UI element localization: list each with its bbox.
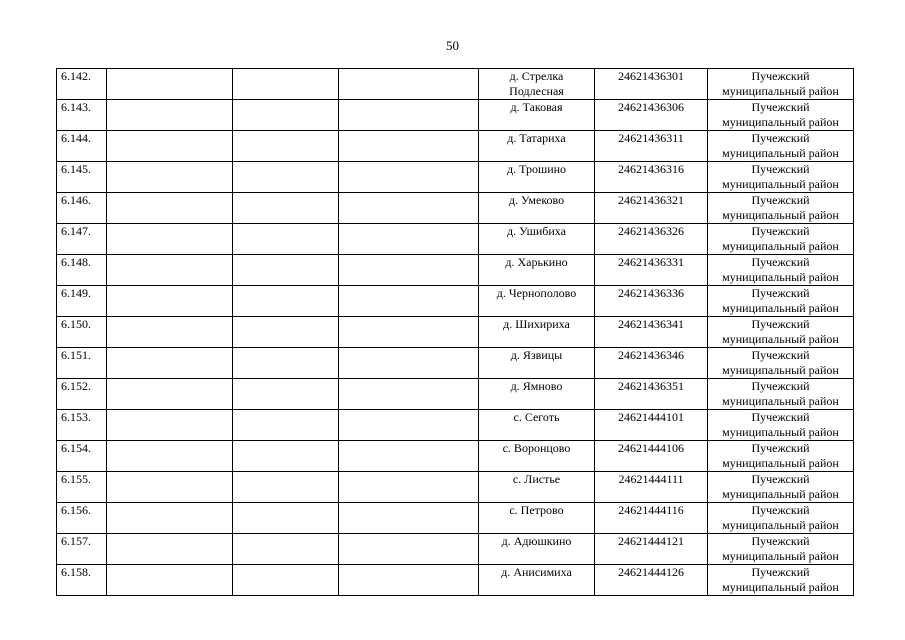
district-cell: Пучежский муниципальный район bbox=[708, 379, 854, 410]
empty-cell bbox=[339, 441, 479, 472]
empty-cell bbox=[233, 441, 339, 472]
settlement-name-cell: д. Татариха bbox=[479, 131, 595, 162]
table-row bbox=[57, 534, 854, 565]
empty-cell bbox=[339, 317, 479, 348]
table-row bbox=[57, 565, 854, 596]
district-cell: Пучежский муниципальный район bbox=[708, 69, 854, 100]
district-cell: Пучежский муниципальный район bbox=[708, 224, 854, 255]
row-number-cell: 6.145. bbox=[57, 162, 107, 193]
empty-cell bbox=[233, 131, 339, 162]
empty-cell bbox=[339, 348, 479, 379]
row-number-cell: 6.158. bbox=[57, 565, 107, 596]
settlement-name-cell: с. Петрово bbox=[479, 503, 595, 534]
district-cell: Пучежский муниципальный район bbox=[708, 255, 854, 286]
row-number-cell: 6.144. bbox=[57, 131, 107, 162]
settlement-name-cell: д. Трошино bbox=[479, 162, 595, 193]
table-row bbox=[57, 255, 854, 286]
district-cell: Пучежский муниципальный район bbox=[708, 348, 854, 379]
empty-cell bbox=[233, 565, 339, 596]
oktmo-code-cell: 24621444126 bbox=[595, 565, 708, 596]
empty-cell bbox=[107, 348, 233, 379]
district-cell: Пучежский муниципальный район bbox=[708, 193, 854, 224]
row-number-cell: 6.142. bbox=[57, 69, 107, 100]
empty-cell bbox=[107, 503, 233, 534]
table-row bbox=[57, 193, 854, 224]
settlement-name-cell: д. Таковая bbox=[479, 100, 595, 131]
row-number-cell: 6.148. bbox=[57, 255, 107, 286]
row-number-cell: 6.157. bbox=[57, 534, 107, 565]
table-row bbox=[57, 441, 854, 472]
table-row bbox=[57, 224, 854, 255]
empty-cell bbox=[233, 193, 339, 224]
row-number-cell: 6.150. bbox=[57, 317, 107, 348]
empty-cell bbox=[107, 379, 233, 410]
oktmo-code-cell: 24621436331 bbox=[595, 255, 708, 286]
page-number: 50 bbox=[446, 38, 459, 53]
settlement-name-cell: с. Воронцово bbox=[479, 441, 595, 472]
oktmo-code-cell: 24621436306 bbox=[595, 100, 708, 131]
row-number-cell: 6.151. bbox=[57, 348, 107, 379]
empty-cell bbox=[339, 69, 479, 100]
empty-cell bbox=[233, 255, 339, 286]
empty-cell bbox=[107, 317, 233, 348]
table-row bbox=[57, 379, 854, 410]
district-cell: Пучежский муниципальный район bbox=[708, 441, 854, 472]
district-cell: Пучежский муниципальный район bbox=[708, 534, 854, 565]
row-number-cell: 6.155. bbox=[57, 472, 107, 503]
empty-cell bbox=[339, 255, 479, 286]
settlement-name-cell: с. Сеготь bbox=[479, 410, 595, 441]
row-number-cell: 6.156. bbox=[57, 503, 107, 534]
district-cell: Пучежский муниципальный район bbox=[708, 317, 854, 348]
settlement-name-cell: д. Анисимиха bbox=[479, 565, 595, 596]
oktmo-code-cell: 24621436351 bbox=[595, 379, 708, 410]
empty-cell bbox=[233, 69, 339, 100]
settlement-name-cell: д. Адюшкино bbox=[479, 534, 595, 565]
district-cell: Пучежский муниципальный район bbox=[708, 503, 854, 534]
empty-cell bbox=[107, 69, 233, 100]
empty-cell bbox=[339, 379, 479, 410]
table-row bbox=[57, 286, 854, 317]
row-number-cell: 6.147. bbox=[57, 224, 107, 255]
empty-cell bbox=[107, 286, 233, 317]
empty-cell bbox=[233, 379, 339, 410]
empty-cell bbox=[339, 472, 479, 503]
empty-cell bbox=[107, 441, 233, 472]
oktmo-code-cell: 24621436341 bbox=[595, 317, 708, 348]
empty-cell bbox=[233, 348, 339, 379]
table-row bbox=[57, 317, 854, 348]
empty-cell bbox=[233, 472, 339, 503]
empty-cell bbox=[339, 286, 479, 317]
empty-cell bbox=[107, 162, 233, 193]
settlement-name-cell: д. Стрелка Подлесная bbox=[479, 69, 595, 100]
table-body bbox=[57, 69, 854, 596]
district-cell: Пучежский муниципальный район bbox=[708, 472, 854, 503]
settlement-name-cell: д. Чернополово bbox=[479, 286, 595, 317]
empty-cell bbox=[339, 224, 479, 255]
empty-cell bbox=[107, 255, 233, 286]
table-row bbox=[57, 162, 854, 193]
oktmo-code-cell: 24621436346 bbox=[595, 348, 708, 379]
district-cell: Пучежский муниципальный район bbox=[708, 131, 854, 162]
table-row bbox=[57, 348, 854, 379]
row-number-cell: 6.143. bbox=[57, 100, 107, 131]
row-number-cell: 6.146. bbox=[57, 193, 107, 224]
table-row bbox=[57, 410, 854, 441]
settlement-name-cell: д. Шихириха bbox=[479, 317, 595, 348]
empty-cell bbox=[107, 534, 233, 565]
empty-cell bbox=[107, 565, 233, 596]
oktmo-code-cell: 24621436316 bbox=[595, 162, 708, 193]
empty-cell bbox=[339, 410, 479, 441]
oktmo-code-cell: 24621436326 bbox=[595, 224, 708, 255]
oktmo-code-cell: 24621444116 bbox=[595, 503, 708, 534]
district-cell: Пучежский муниципальный район bbox=[708, 162, 854, 193]
empty-cell bbox=[107, 472, 233, 503]
settlements-table bbox=[56, 68, 854, 596]
row-number-cell: 6.153. bbox=[57, 410, 107, 441]
empty-cell bbox=[233, 410, 339, 441]
table-row bbox=[57, 503, 854, 534]
oktmo-code-cell: 24621436321 bbox=[595, 193, 708, 224]
empty-cell bbox=[339, 193, 479, 224]
settlement-name-cell: д. Ямново bbox=[479, 379, 595, 410]
oktmo-code-cell: 24621436311 bbox=[595, 131, 708, 162]
empty-cell bbox=[233, 534, 339, 565]
settlement-name-cell: д. Харькино bbox=[479, 255, 595, 286]
empty-cell bbox=[339, 131, 479, 162]
table-row bbox=[57, 472, 854, 503]
row-number-cell: 6.152. bbox=[57, 379, 107, 410]
empty-cell bbox=[107, 410, 233, 441]
district-cell: Пучежский муниципальный район bbox=[708, 410, 854, 441]
empty-cell bbox=[339, 162, 479, 193]
empty-cell bbox=[233, 503, 339, 534]
empty-cell bbox=[233, 317, 339, 348]
row-number-cell: 6.154. bbox=[57, 441, 107, 472]
empty-cell bbox=[107, 224, 233, 255]
district-cell: Пучежский муниципальный район bbox=[708, 100, 854, 131]
row-number-cell: 6.149. bbox=[57, 286, 107, 317]
oktmo-code-cell: 24621444101 bbox=[595, 410, 708, 441]
empty-cell bbox=[107, 100, 233, 131]
empty-cell bbox=[233, 286, 339, 317]
oktmo-code-cell: 24621444106 bbox=[595, 441, 708, 472]
empty-cell bbox=[339, 503, 479, 534]
settlement-name-cell: д. Ушибиха bbox=[479, 224, 595, 255]
district-cell: Пучежский муниципальный район bbox=[708, 565, 854, 596]
empty-cell bbox=[107, 193, 233, 224]
empty-cell bbox=[233, 224, 339, 255]
empty-cell bbox=[107, 131, 233, 162]
table-row bbox=[57, 100, 854, 131]
settlement-name-cell: д. Язвицы bbox=[479, 348, 595, 379]
table-row bbox=[57, 69, 854, 100]
settlement-name-cell: д. Умеково bbox=[479, 193, 595, 224]
settlement-name-cell: с. Листье bbox=[479, 472, 595, 503]
empty-cell bbox=[233, 100, 339, 131]
empty-cell bbox=[233, 162, 339, 193]
district-cell: Пучежский муниципальный район bbox=[708, 286, 854, 317]
oktmo-code-cell: 24621444121 bbox=[595, 534, 708, 565]
table-row bbox=[57, 131, 854, 162]
oktmo-code-cell: 24621444111 bbox=[595, 472, 708, 503]
oktmo-code-cell: 24621436301 bbox=[595, 69, 708, 100]
empty-cell bbox=[339, 565, 479, 596]
empty-cell bbox=[339, 100, 479, 131]
empty-cell bbox=[339, 534, 479, 565]
oktmo-code-cell: 24621436336 bbox=[595, 286, 708, 317]
